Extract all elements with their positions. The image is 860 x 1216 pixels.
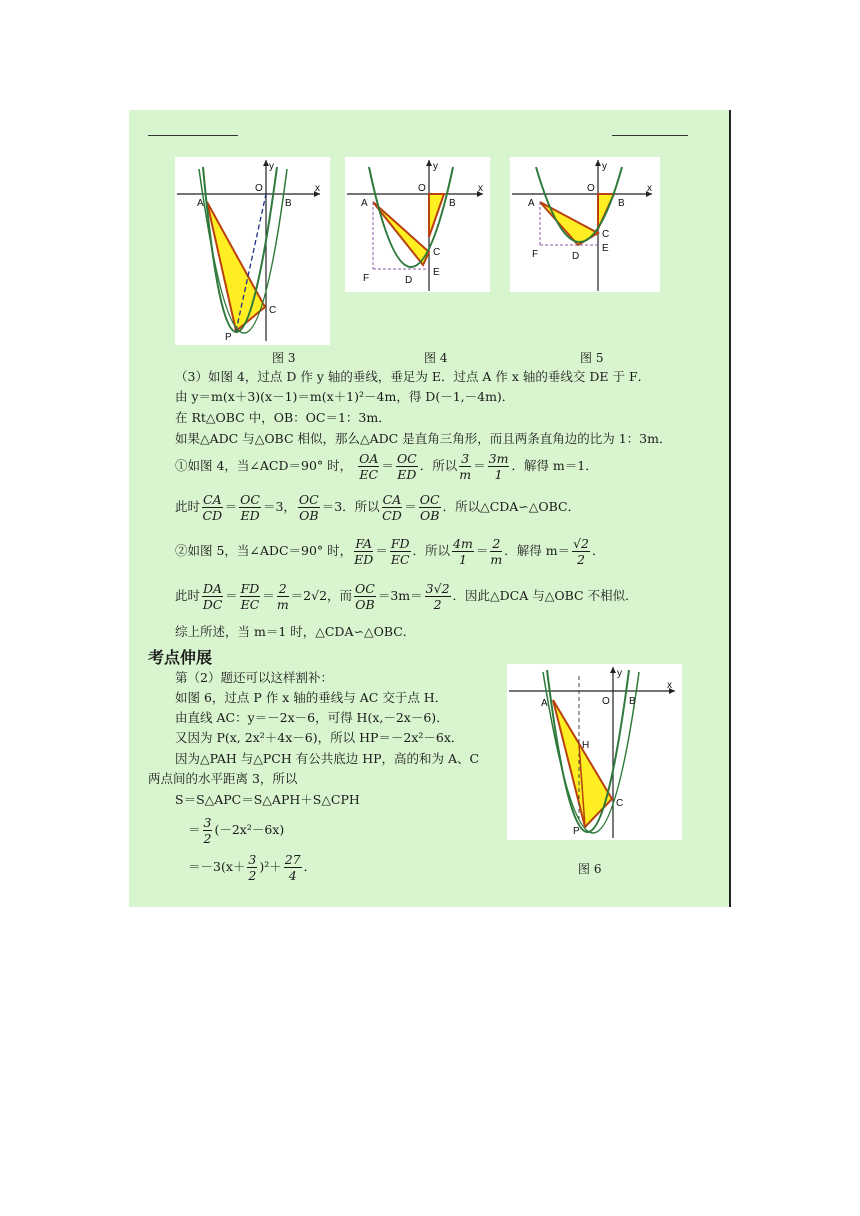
fig5-label-o: O <box>587 183 595 194</box>
case-1-line: ①如图 4，当∠ACD＝90° 时， $\frac{OA}{EC}$ ＝ $\frac{OC}{ED}$ ．所以 $\frac{3}{m}$ ＝ $\frac{3m}{1}$ ．解得 m＝1． <box>175 451 598 482</box>
case-2-line: ②如图 5，当∠ADC＝90° 时， $\frac{FA}{ED}$ ＝ $\frac{FD}{EC}$ ．所以 $\frac{4m}{1}$ ＝ $\frac{2}{m}$ ．解得 m＝ $\frac{√2}{2}$ ． <box>175 536 605 567</box>
fig5-label-b: B <box>618 198 625 209</box>
header-rule-left <box>148 135 238 136</box>
fraction: $\frac{3}{m}$ <box>459 451 472 482</box>
fraction: $\frac{OC}{ED}$ <box>396 451 417 482</box>
figure-5-caption: 图 5 <box>580 351 604 365</box>
fig5-label-c: C <box>602 229 610 240</box>
extension-line-7: S＝S△APC＝S△APH＋S△CPH <box>175 792 360 807</box>
figure-3 <box>175 157 330 345</box>
area-expression-1: ＝ $\frac{3}{2}$ (－2x²－6x) <box>188 815 285 846</box>
extension-line-4: 又因为 P(x, 2x²＋4x－6)，所以 HP＝－2x²－6x． <box>175 730 464 745</box>
fig4-label-d: D <box>405 275 413 286</box>
fig5-label-x: x <box>647 183 652 194</box>
fig4-label-b: B <box>449 198 456 209</box>
fig6-label-a: A <box>541 698 548 709</box>
fraction: $\frac{3}{2}$ <box>248 852 257 883</box>
fraction: $\frac{2}{m}$ <box>490 536 503 567</box>
fig4-label-a: A <box>361 198 368 209</box>
fig6-label-o: O <box>602 696 610 707</box>
fraction: $\frac{CA}{CD}$ <box>382 492 402 523</box>
area-expression-2: ＝－3(x＋ $\frac{3}{2}$ )²＋ $\frac{27}{4}$ ． <box>188 852 317 883</box>
fig3-label-p: P <box>225 332 232 343</box>
fig5-label-f: F <box>532 249 539 260</box>
fraction: $\frac{OC}{OB}$ <box>355 581 375 612</box>
figure-6 <box>507 664 682 840</box>
fig4-label-f: F <box>363 273 370 284</box>
text-line-3: 在 Rt△OBC 中，OB：OC＝1：3m． <box>175 410 391 425</box>
fig6-label-x: x <box>667 680 672 691</box>
header-rule-right <box>612 135 688 136</box>
figure-3-caption: 图 3 <box>272 351 296 365</box>
text-line-2: 由 y＝m(x＋3)(x－1)＝m(x＋1)²－4m，得 D(－1,－4m)． <box>175 389 515 404</box>
fraction: $\frac{3}{2}$ <box>203 815 212 846</box>
extension-line-1: 第（2）题还可以这样割补： <box>175 670 333 685</box>
fraction: $\frac{FD}{EC}$ <box>240 581 260 612</box>
fraction: $\frac{√2}{2}$ <box>573 536 589 567</box>
extension-line-5: 因为△PAH 与△PCH 有公共底边 HP，高的和为 A、C <box>175 751 480 766</box>
fraction: $\frac{OA}{EC}$ <box>359 451 379 482</box>
extension-line-3: 由直线 AC：y＝－2x－6，可得 H(x,－2x－6)． <box>175 710 449 725</box>
panel-border <box>729 110 731 907</box>
fig5-label-d: D <box>572 251 580 262</box>
fig6-label-h: H <box>582 740 590 751</box>
fraction: $\frac{OC}{ED}$ <box>240 492 260 523</box>
fig5-label-y: y <box>602 161 607 172</box>
fraction: $\frac{OC}{OB}$ <box>298 492 319 523</box>
fig6-label-b: B <box>629 696 636 707</box>
fig5-label-e: E <box>602 243 609 254</box>
fraction: $\frac{CA}{CD}$ <box>202 492 223 523</box>
fig6-label-y: y <box>617 668 622 679</box>
figure-6-caption: 图 6 <box>578 862 602 876</box>
conclusion-line: 综上所述，当 m＝1 时，△CDA∽△OBC． <box>175 624 416 639</box>
case-2-check-line: 此时 $\frac{DA}{DC}$ ＝ $\frac{FD}{EC}$ ＝ $\frac{2}{m}$ ＝2√2，而 $\frac{OC}{OB}$ ＝3m＝ $\frac{3√2}{2}$ ．因此△DCA 与△OBC 不相似． <box>175 581 638 612</box>
fig3-label-a: A <box>197 198 204 209</box>
fig4-label-o: O <box>418 183 426 194</box>
fraction: $\frac{DA}{DC}$ <box>202 581 223 612</box>
fig3-label-y: y <box>269 161 274 172</box>
text-line-4: 如果△ADC 与△OBC 相似，那么△ADC 是直角三角形，而且两条直角边的比为 1：3m． <box>175 431 672 446</box>
fraction: $\frac{4m}{1}$ <box>453 536 473 567</box>
fig5-label-a: A <box>528 198 535 209</box>
fig3-label-x: x <box>315 183 320 194</box>
fraction: $\frac{FD}{EC}$ <box>390 536 410 567</box>
case-1-check-line: 此时 $\frac{CA}{CD}$ ＝ $\frac{OC}{ED}$ ＝3， $\frac{OC}{OB}$ ＝3．所以 $\frac{CA}{CD}$ ＝ $\frac{OC}{OB}$ ．所以△CDA∽△OBC． <box>175 492 581 523</box>
fig3-label-o: O <box>255 183 263 194</box>
figure-4-caption: 图 4 <box>424 351 448 365</box>
fig6-label-p: P <box>573 826 580 837</box>
figure-5 <box>510 157 660 292</box>
fraction: $\frac{2}{m}$ <box>276 581 289 612</box>
text-line-1: （3）如图 4，过点 D 作 y 轴的垂线，垂足为 E．过点 A 作 x 轴的垂线交 DE 于 F． <box>175 369 651 384</box>
fig3-label-c: C <box>269 305 277 316</box>
fraction: $\frac{27}{4}$ <box>284 852 301 883</box>
figure-4 <box>345 157 490 292</box>
fig6-label-c: C <box>616 798 624 809</box>
fig4-label-y: y <box>433 161 438 172</box>
fraction: $\frac{3√2}{2}$ <box>425 581 450 612</box>
extension-line-6: 两点间的水平距离 3，所以 <box>148 771 298 786</box>
fraction: $\frac{OC}{OB}$ <box>419 492 440 523</box>
section-heading: 考点伸展 <box>148 648 213 667</box>
fig4-label-x: x <box>478 183 483 194</box>
fig4-label-c: C <box>433 247 441 258</box>
fig4-label-e: E <box>433 267 440 278</box>
fig3-label-b: B <box>285 198 292 209</box>
case-1-prefix: ①如图 4，当∠ACD＝90° 时， <box>175 458 353 473</box>
fraction: $\frac{3m}{1}$ <box>488 451 509 482</box>
extension-line-2: 如图 6，过点 P 作 x 轴的垂线与 AC 交于点 H． <box>175 690 448 705</box>
fraction: $\frac{FA}{ED}$ <box>354 536 374 567</box>
